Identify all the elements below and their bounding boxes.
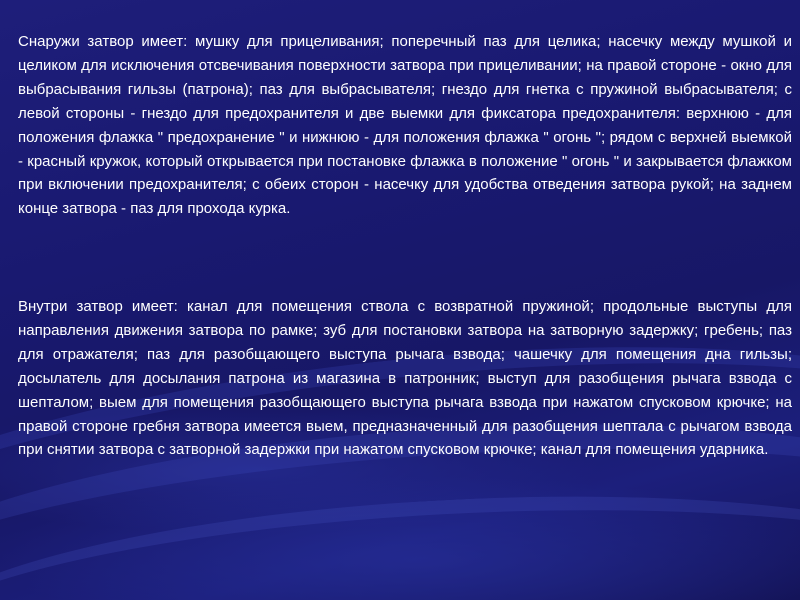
background-swoosh (0, 471, 800, 600)
paragraph-interior-description: Внутри затвор имеет: канал для помещения ствола с возвратной пружиной; продольные выступы для направления движения затвора по рамке; зуб для постановки затвора на затворную задержку; гребень; паз для отражателя; паз для разобщающего выступа рычага взвода; чашечку для помещения дна гильзы; досылатель для досылания патрона из магазина в патронник; выступ для разобщения рычага взвода с шепталом; выем для помещения разобщающего выступа рычага взвода при нажатом спусковом крючке; на правой стороне гребня затвора имеется выем, предназначенный для разобщения шептала с рычагом взвода при снятии затвора с затворной задержки при нажатом спусковом крючке; канал для помещения ударника. (18, 298, 792, 459)
paragraph-exterior-description: Снаружи затвор имеет: мушку для прицеливания; поперечный паз для целика; насечку между мушкой и целиком для исключения отсвечивания поверхности затвора при прицеливании; на правой стороне - окно для выбрасывания гильзы (патрона); паз для выбрасывателя; гнездо для гнетка с пружиной выбрасывателя; с левой стороны - гнездо для предохранителя и две выемки для фиксатора предохранителя: верхнюю - для положения флажка " предохранение " и нижнюю - для положения флажка " огонь "; рядом с верхней выемкой - красный кружок, который открывается при постановке флажка в положение " огонь " и закрывается флажком при включении предохранителя; с обеих сторон - насечку для удобства отведения затвора рукой; на заднем конце затвора - паз для прохода курка. (18, 33, 792, 218)
